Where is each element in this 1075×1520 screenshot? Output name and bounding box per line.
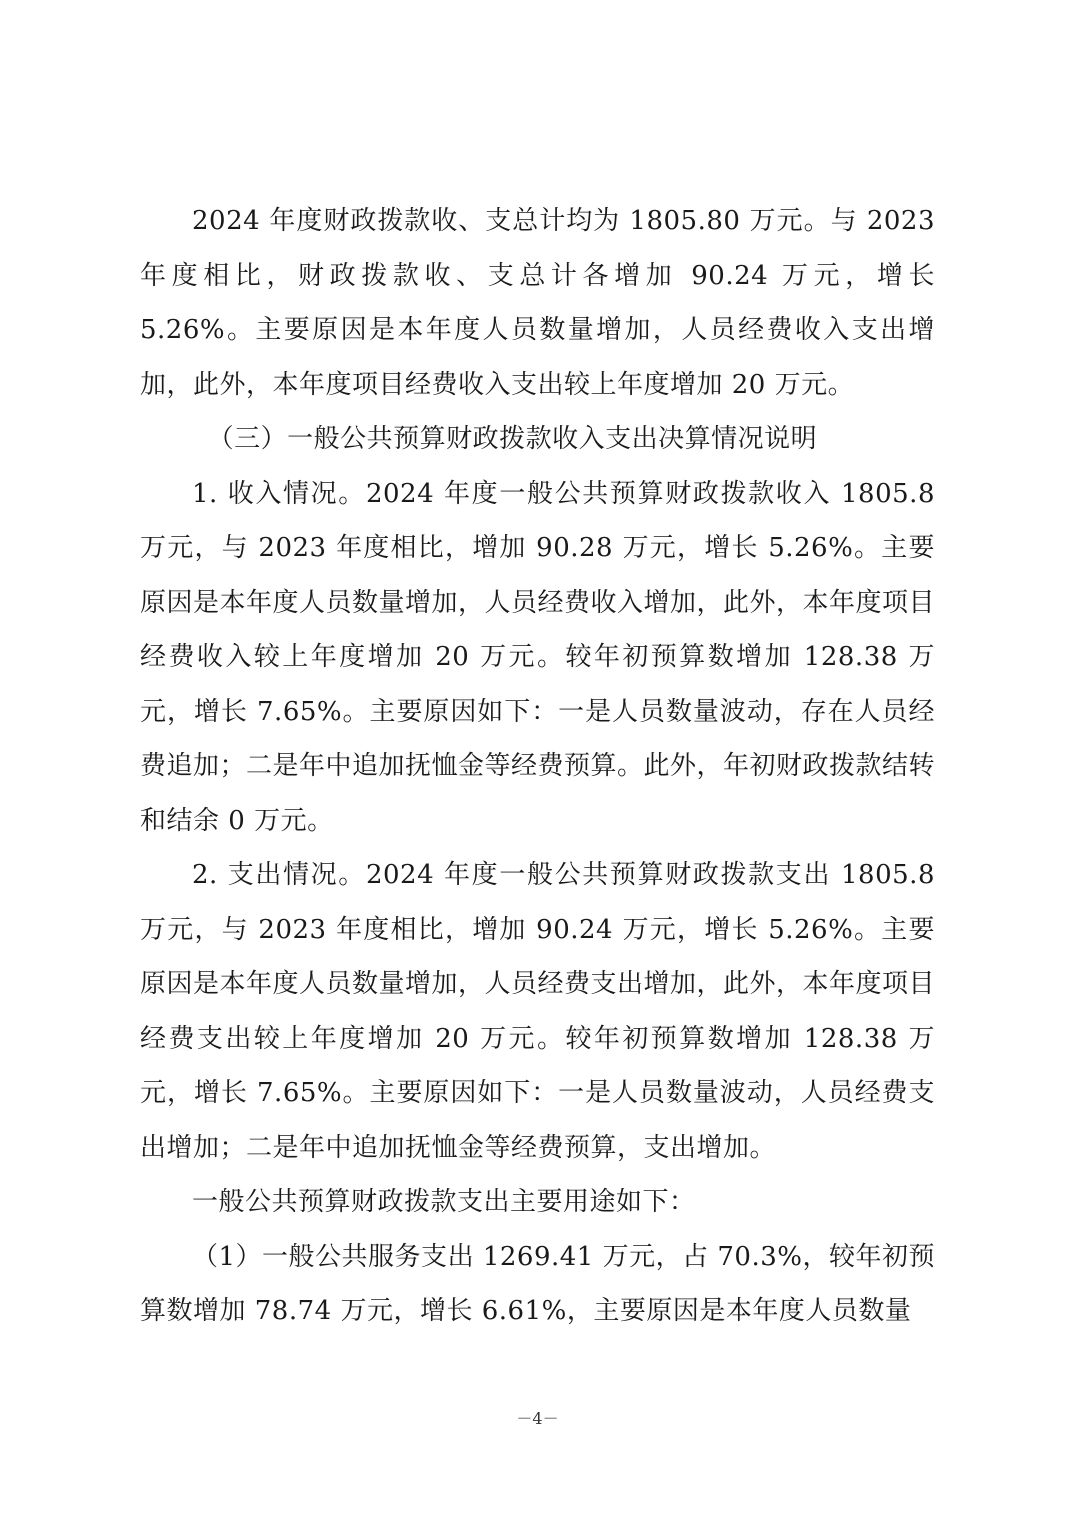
paragraph-expenditure: 2. 支出情况。2024 年度一般公共预算财政拨款支出 1805.8 万元，与 2023 年度相比，增加 90.24 万元，增长 5.26%。主要原因是本年度人员数量增加，人员经费支出增加，此外，本年度项目经费支出较上年度增加 20 万元。较年初预算数增加 128.38 万元，增长 7.65%。主要原因如下：一是人员数量波动，人员经费支出增加；二是年中追加抚恤金等经费预算，支出增加。	[140, 860, 936, 1163]
section-heading-general-budget: （三）一般公共预算财政拨款收入支出决算情况说明	[207, 424, 818, 454]
paragraph-total-summary: 2024 年度财政拨款收、支总计均为 1805.80 万元。与 2023 年度相比，财政拨款收、支总计各增加 90.24 万元，增长 5.26%。主要原因是本年度人员数量增加，人员经费收入支出增加，此外，本年度项目经费收入支出较上年度增加 20 万元。	[140, 206, 935, 400]
document-body	[140, 194, 935, 1339]
paragraph-income: 1. 收入情况。2024 年度一般公共预算财政拨款收入 1805.8 万元，与 2023 年度相比，增加 90.28 万元，增长 5.26%。主要原因是本年度人员数量增加，人员经费收入增加，此外，本年度项目经费收入较上年度增加 20 万元。较年初预算数增加 128.38 万元，增长 7.65%。主要原因如下：一是人员数量波动，存在人员经费追加；二是年中追加抚恤金等经费预算。此外，年初财政拨款结转和结余 0 万元。	[140, 478, 936, 836]
paragraph-usage-intro: 一般公共预算财政拨款支出主要用途如下：	[192, 1187, 696, 1217]
page-number: －4－	[516, 1409, 559, 1428]
paragraph-public-service: （1）一般公共服务支出 1269.41 万元，占 70.3%，较年初预算数增加 78.74 万元，增长 6.61%，主要原因是本年度人员数量	[140, 1241, 935, 1326]
